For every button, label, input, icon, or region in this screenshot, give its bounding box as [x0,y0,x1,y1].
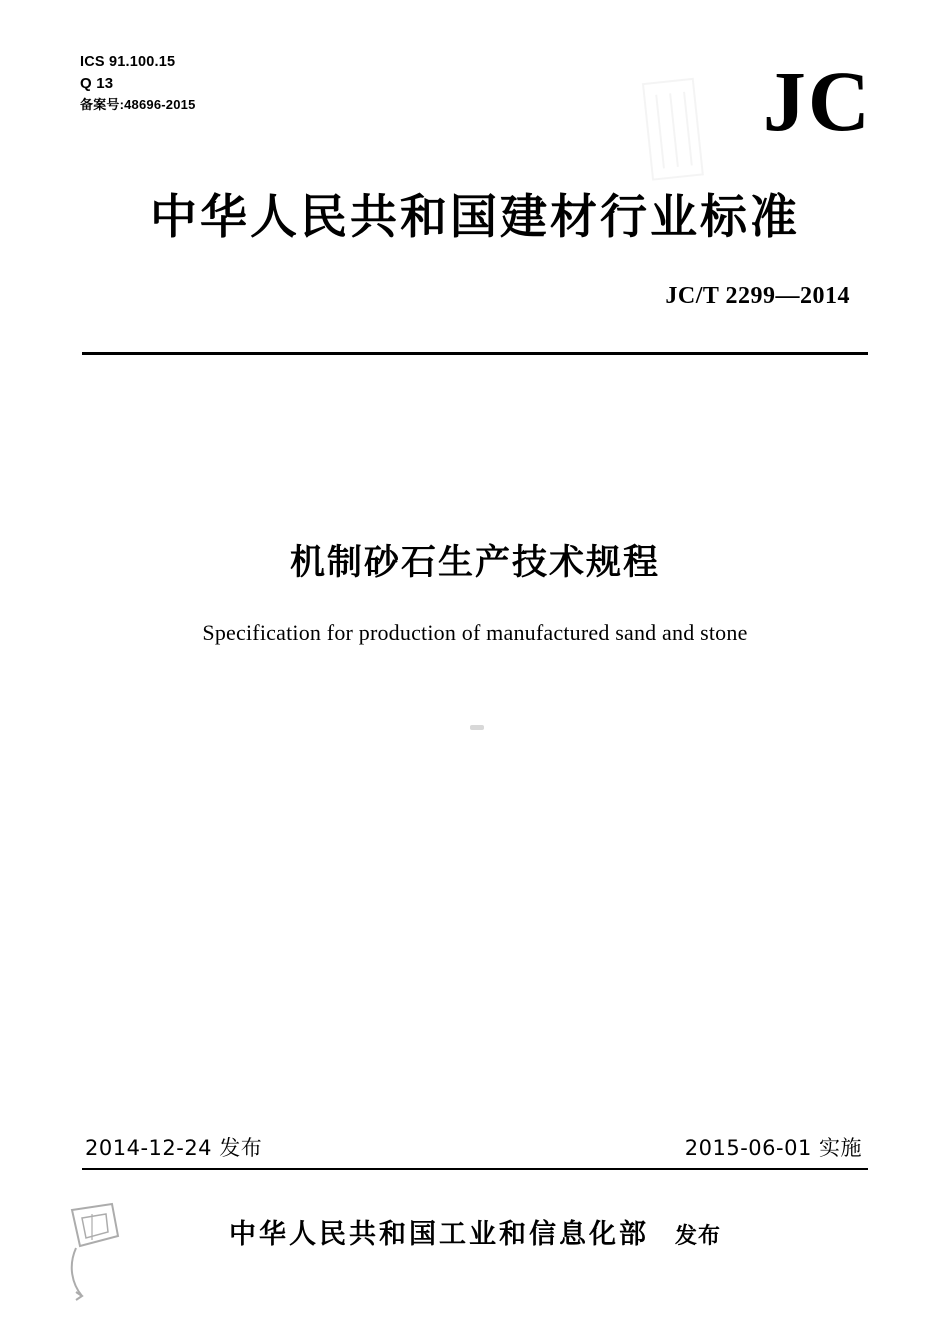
document-title-en: Specification for production of manufactured sand and stone [202,620,748,645]
document-title-cn: 机制砂石生产技术规程 [289,543,660,583]
effective-date: 2015-06-01 实施 [684,1136,862,1160]
ghost-stamp-artifact [634,72,715,189]
ics-header-block [80,52,196,115]
divider-top [82,352,868,355]
page-title: 中华人民共和国建材行业标准 [150,190,800,245]
publisher-verb: 发布 [674,1224,721,1249]
ics-code: ICS 91.100.15 [80,54,176,70]
issue-date: 2014-12-24 发布 [85,1136,263,1160]
standard-number: JC/T 2299—2014 [665,283,850,309]
publisher-line [0,1212,950,1251]
record-number: 备案号:48696-2015 [80,97,196,112]
seal-stamp-icon [62,1196,132,1306]
divider-bottom [82,1168,868,1170]
jc-logo: JC [762,53,872,149]
scan-artifact [470,725,484,730]
classification-code: Q 13 [80,75,114,92]
publisher-name: 中华人民共和国工业和信息化部 [228,1219,649,1250]
